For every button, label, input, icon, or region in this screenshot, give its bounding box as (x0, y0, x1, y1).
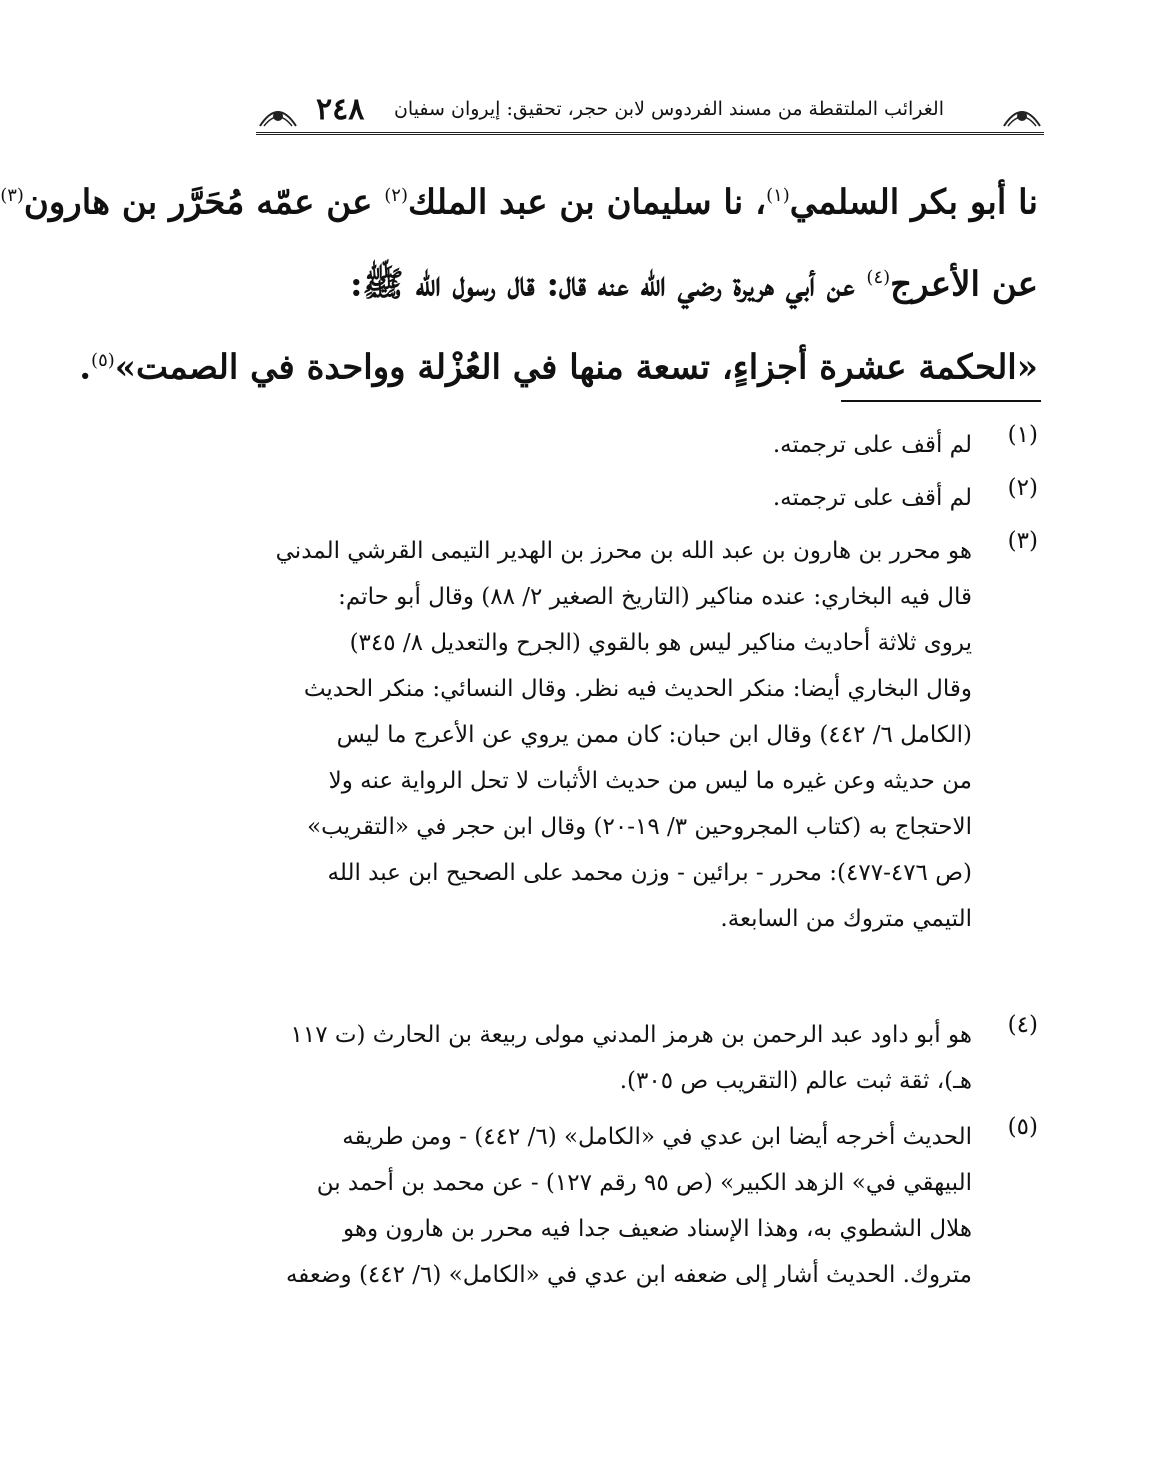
footnote-1 (258, 422, 1038, 468)
footnote-line: (ص ٤٧٦-٤٧٧): محرر - برائين - وزن محمد على الصحيح ابن عبد الله (327, 860, 972, 886)
footnote-separator (841, 400, 1041, 402)
page-number: ٢٤٨ (316, 92, 365, 127)
text-line: نا أبو بكر السلمي$^{(١)}$، نا سليمان بن عبد الملك$^{(٢)}$ عن عمّه مُحَرَّر بن هارون$^{(٣)}$ (0, 182, 1038, 223)
footnote-ref: (١) (766, 185, 790, 206)
footnote-line: هو أبو داود عبد الرحمن بن هرمز المدني مولى ربيعة بن الحارث (ت ١١٧ (290, 1022, 972, 1048)
footnote-line: الاحتجاج به (كتاب المجروحين ٣/ ١٩-٢٠) وقال ابن حجر في «التقريب» (307, 814, 972, 840)
ornament-icon (256, 96, 300, 132)
footnote-line: متروك. الحديث أشار إلى ضعفه ابن عدي في «الكامل» (٦/ ٤٤٢) وضعفه (285, 1262, 972, 1288)
footnote-2 (258, 475, 1038, 521)
footnote-line: هـ)، ثقة ثبت عالم (التقريب ص ٣٠٥). (619, 1068, 972, 1094)
footnote-number: (٢) (1007, 475, 1038, 501)
footnote-number: (٤) (1007, 1012, 1038, 1038)
footnote-line: لم أقف على ترجمته. (772, 485, 972, 511)
footnote-line: البيهقي في» الزهد الكبير» (ص ٩٥ رقم ١٢٧) - عن محمد بن أحمد بن (316, 1170, 972, 1196)
footnote-line: (الكامل ٦/ ٤٤٢) وقال ابن حبان: كان ممن يروي عن الأعرج ما ليس (336, 722, 972, 748)
footnote-ref: (٤) (866, 267, 891, 289)
text-line: «الحكمة عشرة أجزاءٍ، تسعة منها في العُزْلة وواحدة في الصمت»$^{(٥)}$. (79, 346, 1038, 387)
footnote-line: يروى ثلاثة أحاديث مناكير ليس هو بالقوي (الجرح والتعديل ٨/ ٣٤٥) (349, 630, 972, 656)
hadith-quote: «الحكمة عشرة أجزاءٍ، تسعة منها في العُزْلة وواحدة في الصمت» (114, 346, 1038, 387)
footnote-line: هو محرر بن هارون بن عبد الله بن محرز بن الهدير التيمى القرشي المدني (275, 538, 972, 564)
footnote-line: التيمي متروك من السابعة. (720, 906, 972, 932)
footnote-number: (١) (1007, 422, 1038, 448)
footnote-4 (258, 1012, 1038, 1104)
footnote-ref: (٣) (0, 185, 24, 206)
footnote-line: الحديث أخرجه أيضا ابن عدي في «الكامل» (٦/ ٤٤٢) - ومن طريقه (342, 1124, 972, 1150)
footnote-line: هلال الشطوي به، وهذا الإسناد ضعيف جدا فيه محرر بن هارون وهو (342, 1216, 972, 1242)
footnote-line: لم أقف على ترجمته. (772, 432, 972, 458)
footnote-3 (258, 528, 1038, 942)
footnote-line: وقال البخاري أيضا: منكر الحديث فيه نظر. وقال النسائي: منكر الحديث (303, 676, 972, 702)
hadith-text (0, 158, 1038, 405)
running-title: الغرائب الملتقطة من مسند الفردوس لابن حجر، تحقيق: إيروان سفيان (393, 98, 944, 120)
ornament-icon (1000, 96, 1044, 132)
footnote-number: (٥) (1007, 1114, 1038, 1140)
text-line: عن الأعرج$^{(٤)}$ عن أبي هريرة رضي الله عنه قال: قال رسول الله ﷺ: (349, 264, 1038, 305)
footnote-line: قال فيه البخاري: عنده مناكير (التاريخ الصغير ٢/ ٨٨) وقال أبو حاتم: (338, 584, 972, 610)
footnote-ref: (٥) (91, 349, 115, 371)
page-header (256, 92, 1044, 156)
footnote-ref: (٢) (384, 185, 408, 206)
footnote-number: (٣) (1007, 528, 1038, 554)
footnote-line: من حديثه وعن غيره ما ليس من حديث الأثبات لا تحل الرواية عنه ولا (328, 768, 972, 794)
header-rule (256, 132, 1044, 135)
footnote-5 (258, 1114, 1038, 1298)
